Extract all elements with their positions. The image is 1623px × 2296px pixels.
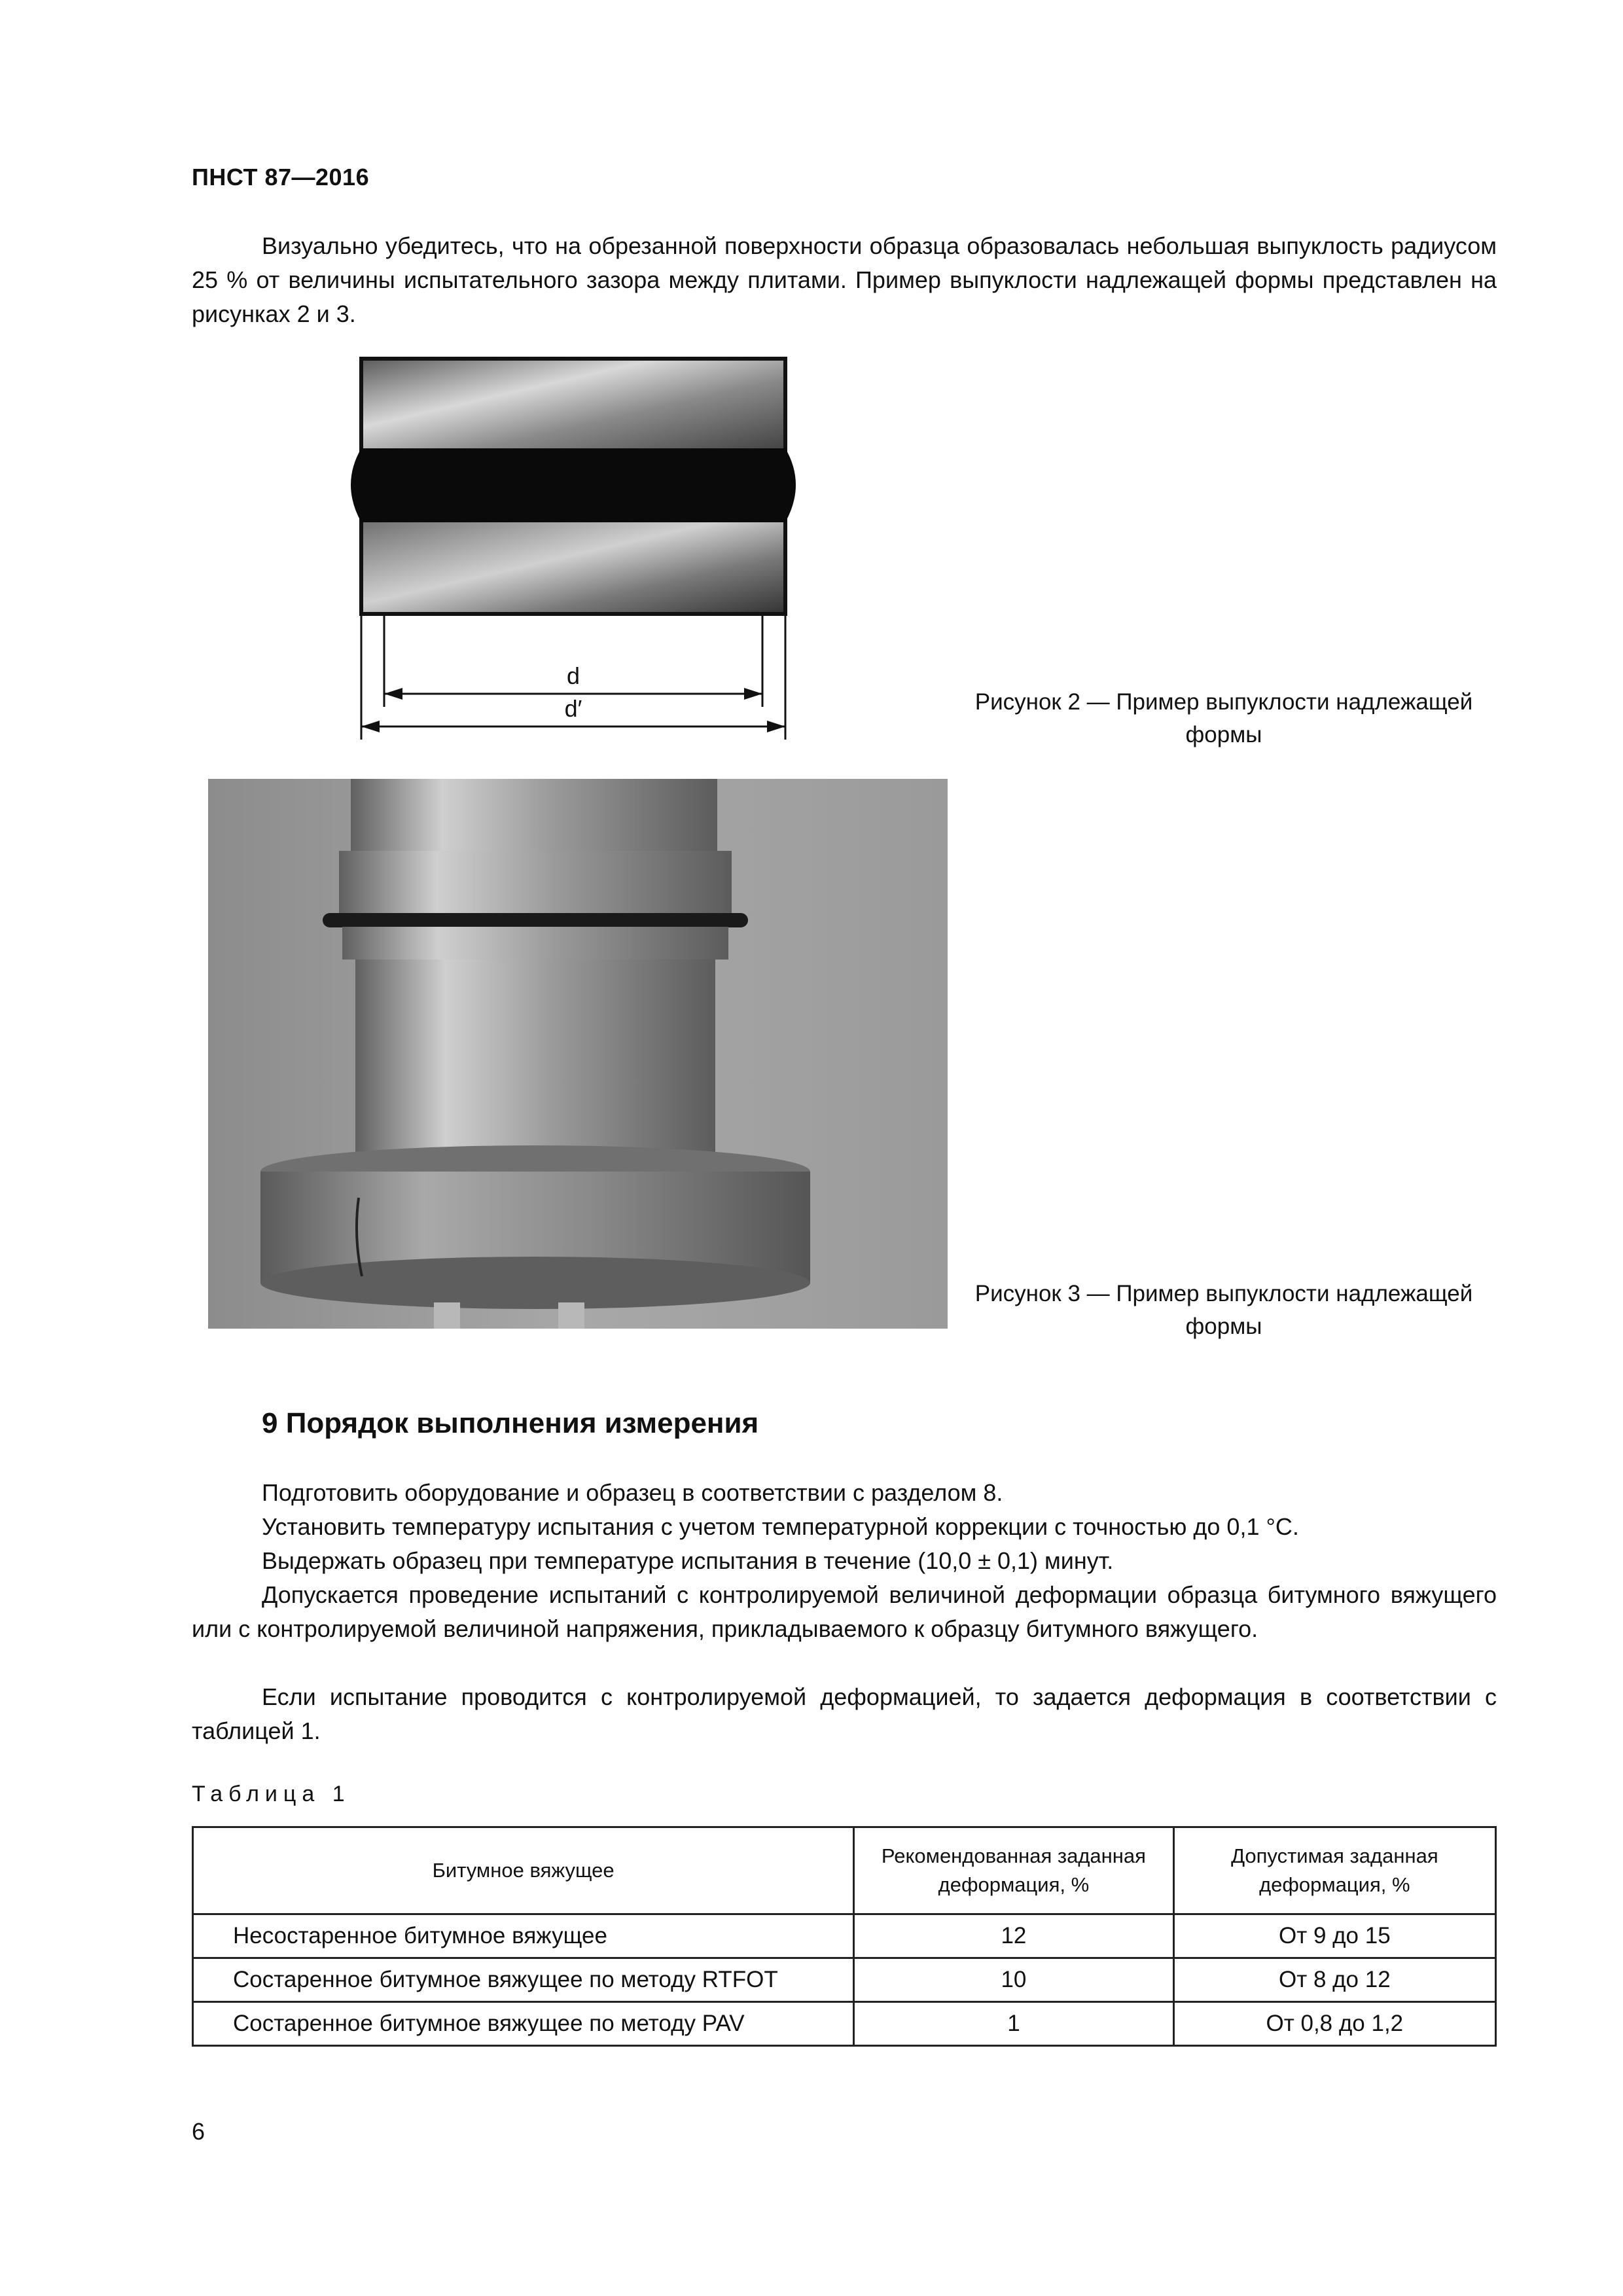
figure-3-caption: Рисунок 3 — Пример выпуклости надлежащей формы xyxy=(974,1281,1473,1339)
table-cell-binder: Состаренное битумное вяжущее по методу PAV xyxy=(193,2002,854,2046)
upper-plate xyxy=(361,359,785,457)
table-cell-binder: Несостаренное битумное вяжущее xyxy=(193,1914,854,1958)
intro-paragraph: Визуально убедитесь, что на обрезанной поверхности образца образовалась небольшая выпуклость радиусом 25 % от величины испытательного зазора между плитами. Пример выпуклости надлежащей формы представлен на рисунках 2 и 3. xyxy=(192,232,1497,327)
table-1 xyxy=(192,1826,1497,2047)
table-header-recommended: Рекомендованная заданная деформация, % xyxy=(854,1827,1174,1914)
table-row xyxy=(193,1958,1496,2002)
section-9-paragraph-1: Подготовить оборудование и образец в соответствии с разделом 8. xyxy=(262,1479,1003,1506)
table-cell-allowed: От 8 до 12 xyxy=(1173,1958,1495,2002)
table-cell-binder: Состаренное битумное вяжущее по методу RTFOT xyxy=(193,1958,854,2002)
figure-2-caption: Рисунок 2 — Пример выпуклости надлежащей формы xyxy=(974,689,1473,747)
section-9-paragraph-5: Если испытание проводится с контролируемой деформацией, то задается деформация в соответствии с таблицей 1. xyxy=(192,1683,1497,1744)
table-row xyxy=(193,1914,1496,1958)
table-1-label: Таблица 1 xyxy=(192,1782,351,1806)
figure-3-photo xyxy=(208,779,948,1329)
table-cell-allowed: От 9 до 15 xyxy=(1173,1914,1495,1958)
table-cell-recommended: 12 xyxy=(854,1914,1174,1958)
specimen-ring xyxy=(323,913,748,927)
section-9-paragraph-3: Выдержать образец при температуре испытания в течение (10,0 ± 0,1) минут. xyxy=(262,1547,1114,1574)
table-cell-allowed: От 0,8 до 1,2 xyxy=(1173,2002,1495,2046)
figure-2-diagram xyxy=(340,353,812,746)
section-9-title: 9 Порядок выполнения измерения xyxy=(262,1407,759,1439)
table-row xyxy=(193,2002,1496,2046)
lower-plate xyxy=(361,516,785,614)
section-9-paragraph-4: Допускается проведение испытаний с контролируемой величиной деформации образца битумного вяжущего или с контролируемой величиной напряжения, прикладываемого к образцу битумного вяжущего. xyxy=(192,1581,1497,1642)
table-cell-recommended: 10 xyxy=(854,1958,1174,2002)
table-cell-recommended: 1 xyxy=(854,2002,1174,2046)
table-header-row xyxy=(193,1827,1496,1914)
section-9-paragraph-2: Установить температуру испытания с учетом температурной коррекции с точностью до 0,1 °С. xyxy=(262,1513,1299,1540)
table-header-allowed: Допустимая заданная деформация, % xyxy=(1173,1827,1495,1914)
specimen-bulge xyxy=(351,448,796,522)
page-number: 6 xyxy=(192,2118,205,2145)
dimension-d-label: d xyxy=(566,662,580,689)
table-header-binder: Битумное вяжущее xyxy=(193,1827,854,1914)
document-code: ПНСТ 87—2016 xyxy=(192,164,370,190)
dimension-d-prime-label: d′ xyxy=(564,695,582,722)
